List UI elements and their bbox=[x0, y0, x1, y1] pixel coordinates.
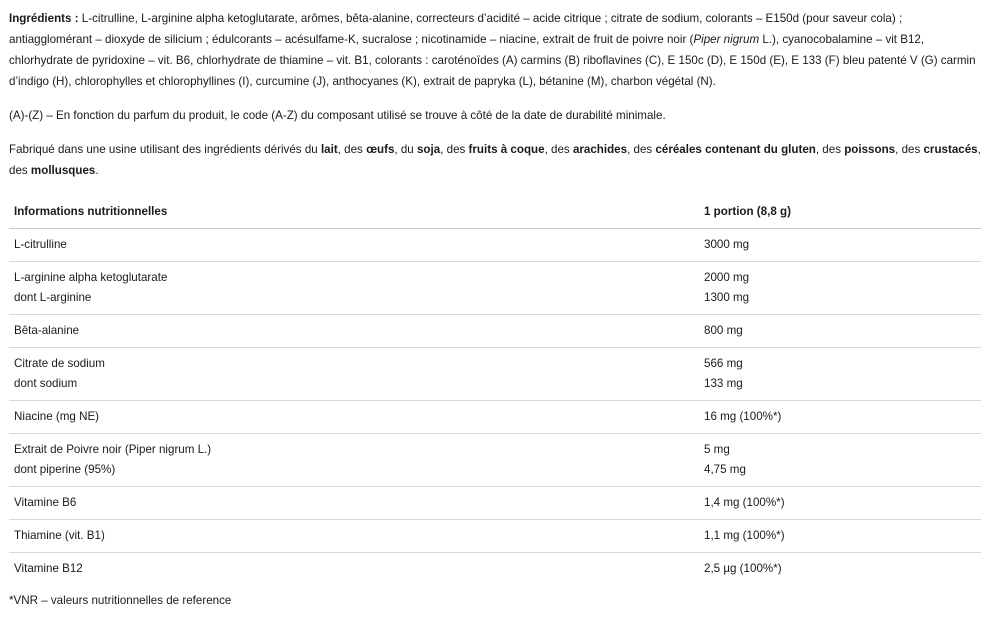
nutrient-name-cell bbox=[9, 553, 699, 586]
nutrient-value-cell bbox=[699, 348, 981, 401]
nutrient-name: Thiamine (vit. B1) bbox=[14, 529, 105, 542]
ingredients-label: Ingrédients : bbox=[9, 12, 79, 25]
nutrient-value: 133 mg bbox=[704, 377, 743, 390]
allergen-text: , des bbox=[337, 143, 367, 156]
allergen-text: , des bbox=[627, 143, 656, 156]
allergen-milk: lait bbox=[320, 143, 338, 156]
allergen-text: , des bbox=[815, 143, 845, 156]
allergen-eggs: œufs bbox=[366, 143, 395, 156]
nutrient-value: 2,5 µg (100%*) bbox=[704, 562, 782, 575]
table-row bbox=[9, 520, 981, 553]
ingredients-text-1: L-citrulline, L-arginine alpha ketoglutarate, arômes, bêta-alanine, correcteurs d’acidité – acide citrique ; citrate de sodium, colorants – E150d (pour saveur cola) ; antiagglomérant – dioxyde de silicium ; édulcorants – acésulfame-K, sucralose ; nicotinamide – niacine, extrait de fruit de poivre noir ( bbox=[9, 12, 903, 46]
nutrient-name: L-arginine alpha ketoglutarate bbox=[14, 271, 168, 284]
allergen-fish: poissons bbox=[844, 143, 896, 156]
nutrient-value: 3000 mg bbox=[704, 238, 750, 251]
nutrient-value: 800 mg bbox=[704, 324, 743, 337]
allergen-gluten: céréales contenant du gluten bbox=[655, 143, 816, 156]
nutrient-name: Bêta-alanine bbox=[14, 324, 80, 337]
nutrient-value-cell bbox=[699, 229, 981, 262]
allergen-text: , du bbox=[394, 143, 417, 156]
nutrient-name: dont L-arginine bbox=[14, 291, 92, 304]
allergen-molluscs: mollusques bbox=[30, 164, 96, 177]
nutrient-value-cell bbox=[699, 434, 981, 487]
column-header-portion: 1 portion (8,8 g) bbox=[704, 205, 791, 218]
nutrient-value: 1,4 mg (100%*) bbox=[704, 496, 785, 509]
allergen-text: , des bbox=[895, 143, 924, 156]
allergen-nuts: fruits à coque bbox=[468, 143, 545, 156]
ingredients-paragraph bbox=[9, 8, 981, 92]
nutrient-name-cell bbox=[9, 434, 699, 487]
nutrient-name-cell bbox=[9, 401, 699, 434]
nutrient-value: 2000 mg bbox=[704, 271, 750, 284]
nutrient-value: 1,1 mg (100%*) bbox=[704, 529, 785, 542]
nutrition-table-body bbox=[9, 229, 981, 586]
table-row bbox=[9, 401, 981, 434]
nutrient-name: L-citrulline bbox=[14, 238, 67, 251]
allergen-text: . bbox=[95, 164, 99, 177]
nutrient-name: Vitamine B6 bbox=[14, 496, 77, 509]
nutrient-name-cell bbox=[9, 262, 699, 315]
allergen-text: , des bbox=[544, 143, 573, 156]
nutrient-value-cell bbox=[699, 487, 981, 520]
table-header-row bbox=[9, 199, 981, 229]
allergens-paragraph bbox=[9, 139, 982, 181]
nutrient-name: dont piperine (95%) bbox=[14, 463, 116, 476]
column-header-name: Informations nutritionnelles bbox=[14, 205, 168, 218]
nutrient-name: Vitamine B12 bbox=[14, 562, 83, 575]
nutrient-value-cell bbox=[699, 315, 981, 348]
nutrient-value: 566 mg bbox=[704, 357, 743, 370]
nutrient-value-cell bbox=[699, 553, 981, 586]
nutrient-name: Citrate de sodium bbox=[14, 357, 105, 370]
nutrient-value-cell bbox=[699, 262, 981, 315]
nutrient-name: Extrait de Poivre noir (Piper nigrum L.) bbox=[14, 443, 212, 456]
table-row bbox=[9, 262, 981, 315]
nutrient-name-cell bbox=[9, 487, 699, 520]
nutrient-value-cell bbox=[699, 401, 981, 434]
nutrient-value: 1300 mg bbox=[704, 291, 750, 304]
allergen-text: , des bbox=[440, 143, 469, 156]
allergen-soy: soja bbox=[416, 143, 441, 156]
allergen-peanuts: arachides bbox=[572, 143, 628, 156]
nutrient-name: Niacine (mg NE) bbox=[14, 410, 100, 423]
nutrient-name-cell bbox=[9, 520, 699, 553]
nutrient-name: dont sodium bbox=[14, 377, 78, 390]
nutrient-value: 16 mg (100%*) bbox=[704, 410, 782, 423]
nutrition-table bbox=[9, 199, 981, 585]
allergen-text: , des bbox=[9, 143, 981, 177]
nutrient-value-cell bbox=[699, 520, 981, 553]
nutrient-name-cell bbox=[9, 348, 699, 401]
ingredients-italic-name: Piper nigrum bbox=[693, 33, 760, 46]
allergen-text: Fabriqué dans une usine utilisant des ingrédients dérivés du bbox=[9, 143, 321, 156]
nutrient-value: 5 mg bbox=[704, 443, 730, 456]
table-row bbox=[9, 434, 981, 487]
nutrient-name-cell bbox=[9, 315, 699, 348]
nutrient-value: 4,75 mg bbox=[704, 463, 746, 476]
ingredients-text-2: L.), cyanocobalamine – vit B12, chlorhydrate de pyridoxine – vit. B6, chlorhydrate de thiamine – vit. B1, colorants : caroténoïdes (A) carmins (B) riboflavines (C), E 150c (D), E 150d (E), E 133 (F) bleu patenté V (G) carmin d’indigo (H), chlorophylles et chlorophyllines (I), curcumine (J), anthocyanes (K), extrait de papryka (L), bétanine (M), charbon végétal (N). bbox=[9, 33, 976, 88]
nutrient-name-cell bbox=[9, 229, 699, 262]
table-row bbox=[9, 553, 981, 586]
allergen-crustaceans: crustacés bbox=[923, 143, 978, 156]
table-row bbox=[9, 348, 981, 401]
table-row bbox=[9, 229, 981, 262]
footnote: *VNR – valeurs nutritionnelles de reference bbox=[9, 594, 232, 607]
table-row bbox=[9, 487, 981, 520]
table-row bbox=[9, 315, 981, 348]
code-note: (A)-(Z) – En fonction du parfum du produit, le code (A-Z) du composant utilisé se trouve à côté de la date de durabilité minimale. bbox=[9, 109, 666, 122]
